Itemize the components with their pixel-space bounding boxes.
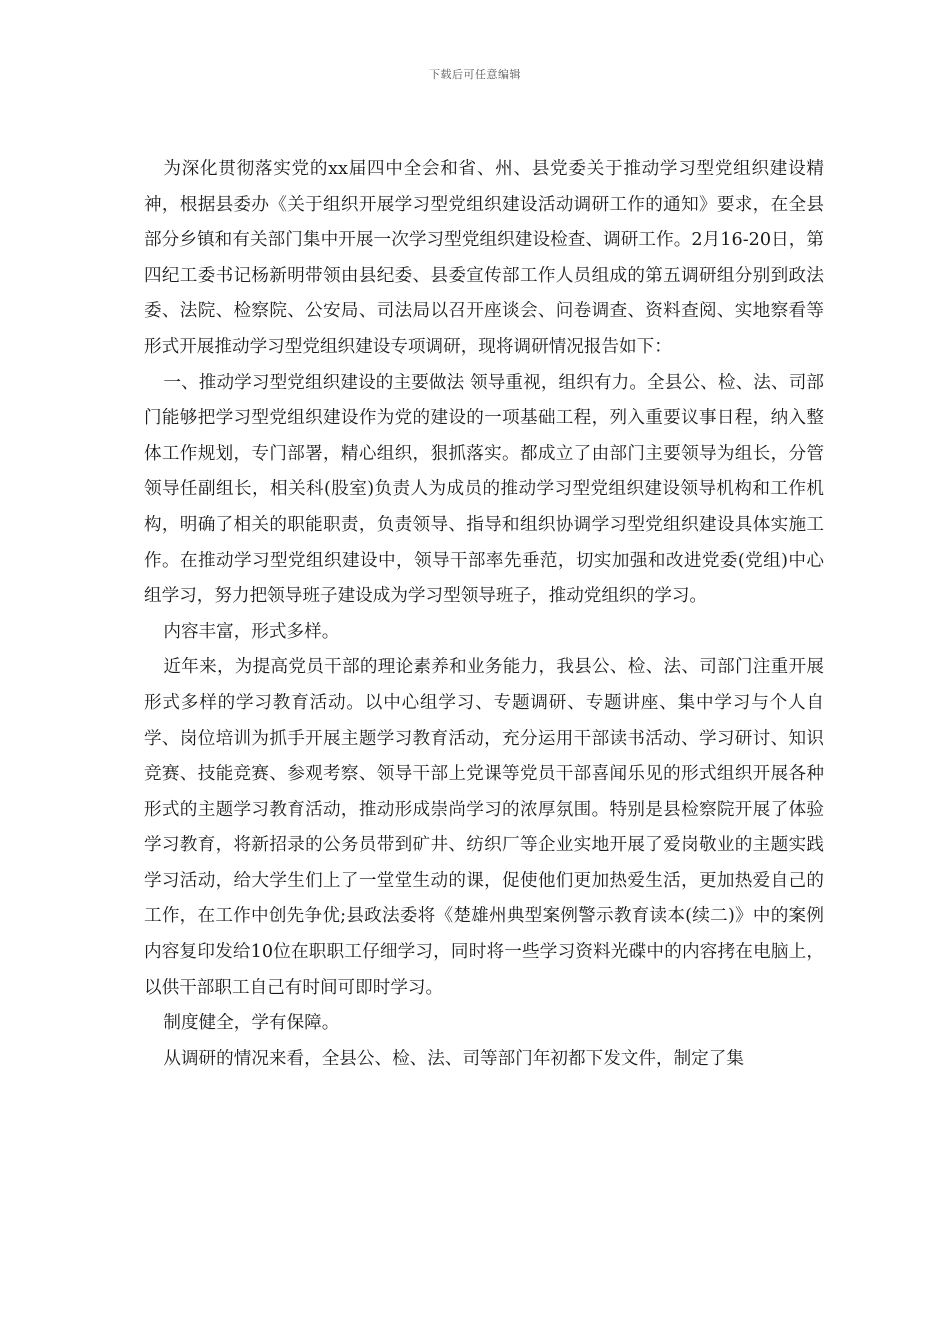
document-body: [144, 152, 824, 1077]
paragraph-section-one: 一、推动学习型党组织建设的主要做法 领导重视，组织有力。全县公、检、法、司部门能够把学习型党组织建设作为党的建设的一项基础工程，列入重要议事日程，纳入整体工作规划，专门部署，精心组织，狠抓落实。都成立了由部门主要领导为组长，分管领导任副组长，相关科(股室)负责人为成员的推动学习型党组织建设领导机构和工作机构，明确了相关的职能职责，负责领导、指导和组织协调学习型党组织建设具体实施工作。在推动学习型党组织建设中，领导干部率先垂范，切实加强和改进党委(党组)中心组学习，努力把领导班子建设成为学习型领导班子，推动党组织的学习。: [144, 372, 824, 607]
paragraph-subheading-content: 内容丰富，形式多样。: [163, 621, 340, 642]
paragraph-survey: 从调研的情况来看，全县公、检、法、司等部门年初都下发文件，制定了集: [163, 1048, 744, 1069]
paragraph-subheading-system: 制度健全，学有保障。: [163, 1013, 340, 1034]
header-note: 下载后可任意编辑: [429, 68, 521, 81]
paragraph-intro: 为深化贯彻落实党的xx届四中全会和省、州、县党委关于推动学习型党组织建设精神，根据县委办《关于组织开展学习型党组织建设活动调研工作的通知》要求，在全县部分乡镇和有关部门集中开展一次学习型党组织建设检查、调研工作。2月16-20日，第四纪工委书记杨新明带领由县纪委、县委宣传部工作人员组成的第五调研组分别到政法委、法院、检察院、公安局、司法局以召开座谈会、问卷调查、资料查阅、实地察看等形式开展推动学习型党组织建设专项调研，现将调研情况报告如下：: [144, 159, 824, 357]
paragraph-recent-years: 近年来，为提高党员干部的理论素养和业务能力，我县公、检、法、司部门注重开展形式多样的学习教育活动。以中心组学习、专题调研、专题讲座、集中学习与个人自学、岗位培训为抓手开展主题学习教育活动，充分运用干部读书活动、学习研讨、知识竞赛、技能竞赛、参观考察、领导干部上党课等党员干部喜闻乐见的形式组织开展各种形式的主题学习教育活动，推动形成崇尚学习的浓厚氛围。特别是县检察院开展了体验学习教育，将新招录的公务员带到矿井、纺织厂等企业实地开展了爱岗敬业的主题实践学习活动，给大学生们上了一堂堂生动的课，促使他们更加热爱生活，更加热爱自己的工作，在工作中创先争优;县政法委将《楚雄州典型案例警示教育读本(续二)》中的案例内容复印发给10位在职职工仔细学习，同时将一些学习资料光碟中的内容拷在电脑上，以供干部职工自己有时间可即时学习。: [144, 657, 824, 998]
